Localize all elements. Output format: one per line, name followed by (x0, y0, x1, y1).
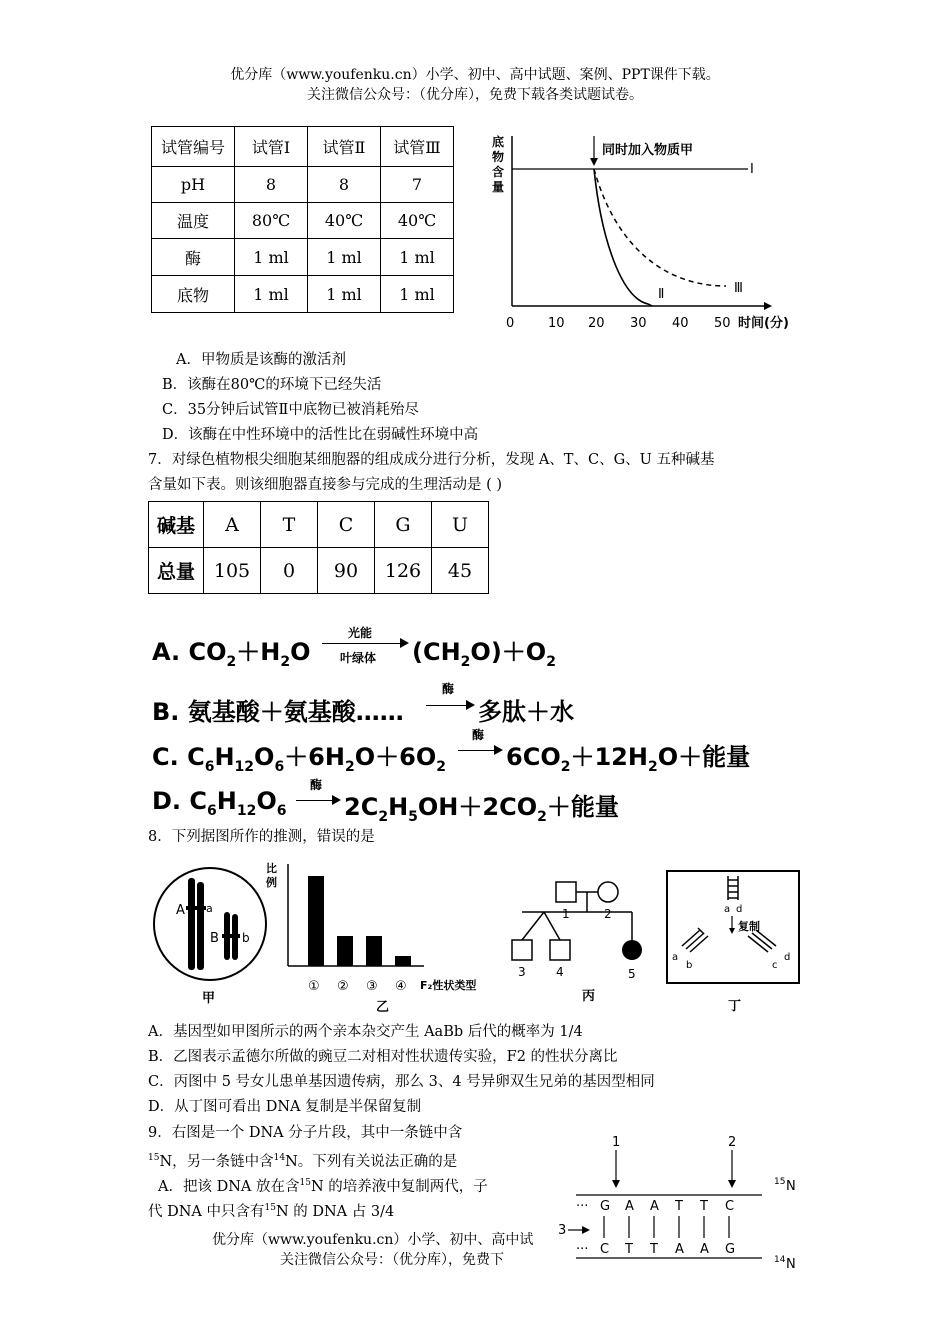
x-tick: 30 (630, 316, 647, 331)
q9-option-a-2: 代 DNA 中只含有$^{15}$N 的 DNA 占 3/4 (148, 1203, 395, 1220)
q9-option-a-1: A．把该 DNA 放在含$^{15}$N 的培养液中复制两代，子 (158, 1178, 488, 1195)
q7-th: G (375, 502, 432, 548)
curve-III (594, 169, 726, 286)
q7-cell: 90 (318, 548, 375, 594)
male-4-icon (550, 940, 570, 960)
q7-cell: 0 (261, 548, 318, 594)
right-arrow-icon (494, 745, 503, 755)
q7-th: U (432, 502, 489, 548)
q7-a-below: 叶绿体 (340, 651, 377, 665)
allele-label: B (210, 931, 219, 946)
q7-option-c-tail: ＋能量 (678, 743, 751, 771)
q7-c-arrow (458, 726, 504, 762)
q6-th: 试管Ⅲ (381, 127, 454, 167)
affected-female-5-icon (622, 940, 642, 960)
male-1-icon (556, 882, 576, 902)
q7-b-arrow (426, 680, 476, 716)
top-base: T (700, 1199, 708, 1214)
q6-annotation: 同时加入物质甲 (602, 143, 694, 158)
yi-bar (366, 936, 382, 966)
q7-th: A (204, 502, 261, 548)
q7-option-d-products: $2C_2H_5OH+2CO_2+$能量 (344, 793, 619, 825)
q7-c-above: 酶 (472, 728, 485, 742)
curve-II (594, 169, 652, 306)
ped-number: 2 (604, 907, 612, 921)
q7-th: 碱基 (149, 502, 204, 548)
yi-xtick: ② (337, 979, 349, 994)
q7-option-b-label: B. (152, 698, 180, 726)
down-arrow-icon (612, 1180, 620, 1188)
q6-cell: 温度 (152, 203, 235, 239)
q7-th: T (261, 502, 318, 548)
ding-label: 复制 (738, 920, 760, 933)
q7-b-above: 酶 (442, 682, 455, 696)
q6-table (151, 126, 454, 313)
yi-xtick: ④ (395, 979, 407, 994)
q7-stem-2: 含量如下表。则该细胞器直接参与完成的生理活动是 ( ) (148, 477, 503, 493)
n14-sup: 14 (774, 1255, 786, 1265)
q8-option-b: B．乙图表示孟德尔所做的豌豆二对相对性状遗传实验，F2 的性状分离比 (148, 1049, 618, 1065)
footer-line-2: 关注微信公众号：（优分库），免费下 (280, 1252, 504, 1268)
q7-option-c-products: $6CO_2+12H_2O+$能量 (506, 743, 751, 775)
top-base: T (675, 1199, 683, 1214)
yi-xtick: ① (308, 979, 320, 994)
header-line-2: 关注微信公众号：（优分库），免费下载各类试题试卷。 (307, 87, 643, 103)
q6-ylabel: 底 (492, 135, 505, 149)
down-arrow-icon (729, 928, 735, 934)
yi-bar (395, 956, 411, 966)
q7-cell: 126 (375, 548, 432, 594)
q7-option-a-label: A. (152, 638, 181, 666)
ped-number: 1 (562, 907, 570, 921)
fig-label: 丙 (582, 989, 596, 1004)
marker-label: 2 (728, 1135, 737, 1150)
yi-ylabel: 例 (266, 876, 277, 889)
q6-cell: 80℃ (235, 203, 308, 239)
x-tick: 40 (672, 316, 689, 331)
right-arrow-icon (332, 795, 341, 805)
curve-label: Ⅱ (658, 287, 665, 302)
q6-option-c: C．35分钟后试管Ⅱ中底物已被消耗殆尽 (162, 402, 419, 418)
curve-label: Ⅲ (734, 281, 743, 296)
q9-stem-1: 9．右图是一个 DNA 分子片段，其中一条链中含 (148, 1125, 463, 1141)
x-tick: 20 (588, 316, 605, 331)
bottom-base: T (625, 1242, 633, 1257)
ped-number: 4 (556, 965, 564, 979)
right-arrow-icon (466, 700, 475, 710)
ding-letter: d (736, 904, 743, 915)
q6-cell: 1 ml (235, 276, 308, 313)
top-base: G (600, 1199, 611, 1214)
q7-d-above: 酶 (310, 778, 323, 792)
q7-option-a: A. $CO_2+H_2O$ (152, 638, 311, 670)
bottom-base: C (600, 1242, 610, 1257)
right-arrow-icon (400, 638, 409, 648)
q6-option-b: B．该酶在80℃的环境下已经失活 (162, 377, 382, 393)
ding-letter: d (784, 952, 791, 963)
q7-option-b-right: 多肽＋水 (478, 698, 574, 726)
q7-option-b-left: 氨基酸＋氨基酸…… (187, 698, 404, 726)
q7-a-arrow (322, 624, 410, 670)
q6-cell: 40℃ (381, 203, 454, 239)
q8-option-a: A．基因型如甲图所示的两个亲本杂交产生 AaBb 后代的概率为 1/4 (148, 1024, 583, 1040)
q6-cell: 8 (308, 167, 381, 203)
q8-fig-jia (150, 862, 270, 1012)
q6-cell: 40℃ (308, 203, 381, 239)
bottom-base: A (700, 1242, 709, 1257)
x-label: 时间(分) (738, 316, 789, 331)
q8-stem: 8．下列据图所作的推测，错误的是 (148, 829, 375, 845)
q7-stem-1: 7．对绿色植物根尖细胞某细胞器的组成成分进行分析，发现 A、T、C、G、U 五种碱基 (148, 452, 715, 468)
bottom-base: A (675, 1242, 684, 1257)
yi-ylabel: 比 (266, 862, 277, 875)
yi-bar (308, 876, 324, 966)
q7-option-d: D. $C_6H_{12}O_6$ (152, 787, 287, 819)
q7-a-above: 光能 (348, 626, 373, 640)
q6-cell: 1 ml (381, 276, 454, 313)
curve-label: Ⅰ (750, 162, 754, 177)
q7-option-d-tail: ＋能量 (546, 793, 619, 821)
q7-table (148, 501, 489, 594)
q6-option-a: A．甲物质是该酶的激活剂 (176, 352, 346, 368)
q9-stem-2: $^{15}$N，另一条链中含$^{14}$N。下列有关说法正确的是 (148, 1153, 458, 1170)
ding-letter: a (724, 904, 731, 915)
q6-th: 试管Ⅰ (235, 127, 308, 167)
q6-cell: 1 ml (308, 239, 381, 276)
q7-cell: 45 (432, 548, 489, 594)
q6-cell: 7 (381, 167, 454, 203)
yi-bar (337, 936, 353, 966)
allele-label: A (176, 903, 185, 918)
q6-cell: 底物 (152, 276, 235, 313)
q6-cell: 1 ml (235, 239, 308, 276)
q6-cell: 1 ml (308, 276, 381, 313)
q8-fig-bing (504, 872, 664, 1012)
q6-cell: 1 ml (381, 239, 454, 276)
top-base: A (650, 1199, 659, 1214)
q6-ylabel: 量 (492, 180, 505, 194)
q6-cell: pH (152, 167, 235, 203)
ding-letter: b (686, 960, 693, 971)
q6-cell: 8 (235, 167, 308, 203)
footer-line-1: 优分库（www.youfenku.cn）小学、初中、高中试 (212, 1232, 534, 1248)
ding-letter: a (672, 952, 679, 963)
dots: ··· (576, 1242, 589, 1257)
ped-number: 3 (518, 965, 526, 979)
q7-option-d-label: D. (152, 787, 182, 815)
x-tick: 10 (548, 316, 565, 331)
q6-ylabel: 物 (492, 150, 505, 164)
q6-graph (486, 128, 816, 340)
female-2-icon (598, 882, 618, 902)
q6-option-d: D．该酶在中性环境中的活性比在弱碱性环境中高 (162, 427, 479, 443)
cell-outline (154, 868, 266, 980)
x-tick: 0 (506, 316, 515, 331)
q7-option-b (152, 692, 404, 727)
q7-option-a-products: $(CH_2O)+O_2$ (412, 638, 556, 670)
q8-fig-ding (664, 868, 804, 1016)
marker-label: 1 (612, 1135, 621, 1150)
q6-ylabel: 含 (492, 165, 505, 179)
q6-th: 试管Ⅱ (308, 127, 381, 167)
down-arrow-icon (590, 158, 598, 166)
q7-option-c-label: C. (152, 743, 179, 771)
ding-letter: c (772, 960, 778, 971)
q7-cell: 总量 (149, 548, 204, 594)
male-3-icon (512, 940, 532, 960)
fig-label: 丁 (728, 999, 742, 1014)
q7-d-arrow (296, 776, 342, 812)
q9-dna-diagram (556, 1132, 816, 1280)
q8-option-c: C．丙图中 5 号女儿患单基因遗传病，那么 3、4 号异卵双生兄弟的基因型相同 (148, 1074, 655, 1090)
bottom-base: T (650, 1242, 658, 1257)
yi-xlabel: F₂性状类型 (420, 979, 477, 992)
yi-xtick: ③ (366, 979, 378, 994)
top-base: A (625, 1199, 634, 1214)
right-arrow-icon (582, 1226, 590, 1234)
q7-option-c: C. $C_6H_{12}O_6+6H_2O+6O_2$ (152, 743, 446, 775)
header-line-1: 优分库（www.youfenku.cn）小学、初中、高中试题、案例、PPT课件下载。 (230, 67, 720, 83)
q7-th: C (318, 502, 375, 548)
n14-label: N (786, 1257, 796, 1272)
n15-label: N (786, 1179, 796, 1194)
x-axis-arrow-icon (764, 302, 772, 310)
x-tick: 50 (714, 316, 731, 331)
allele-label: b (242, 931, 250, 945)
q6-cell: 酶 (152, 239, 235, 276)
dots: ··· (576, 1199, 589, 1214)
fig-label: 乙 (376, 1000, 390, 1015)
bottom-base: G (725, 1242, 736, 1257)
allele-label: a (206, 902, 213, 915)
top-base: C (725, 1199, 735, 1214)
q7-cell: 105 (204, 548, 261, 594)
q8-fig-yi (264, 856, 504, 1016)
fig-label: 甲 (202, 991, 216, 1006)
n15-sup: 15 (774, 1177, 786, 1187)
q8-option-d: D．从丁图可看出 DNA 复制是半保留复制 (148, 1099, 422, 1115)
ped-number: 5 (628, 967, 636, 981)
down-arrow-icon (728, 1180, 736, 1188)
marker-label: 3 (558, 1223, 567, 1238)
q6-th: 试管编号 (152, 127, 235, 167)
